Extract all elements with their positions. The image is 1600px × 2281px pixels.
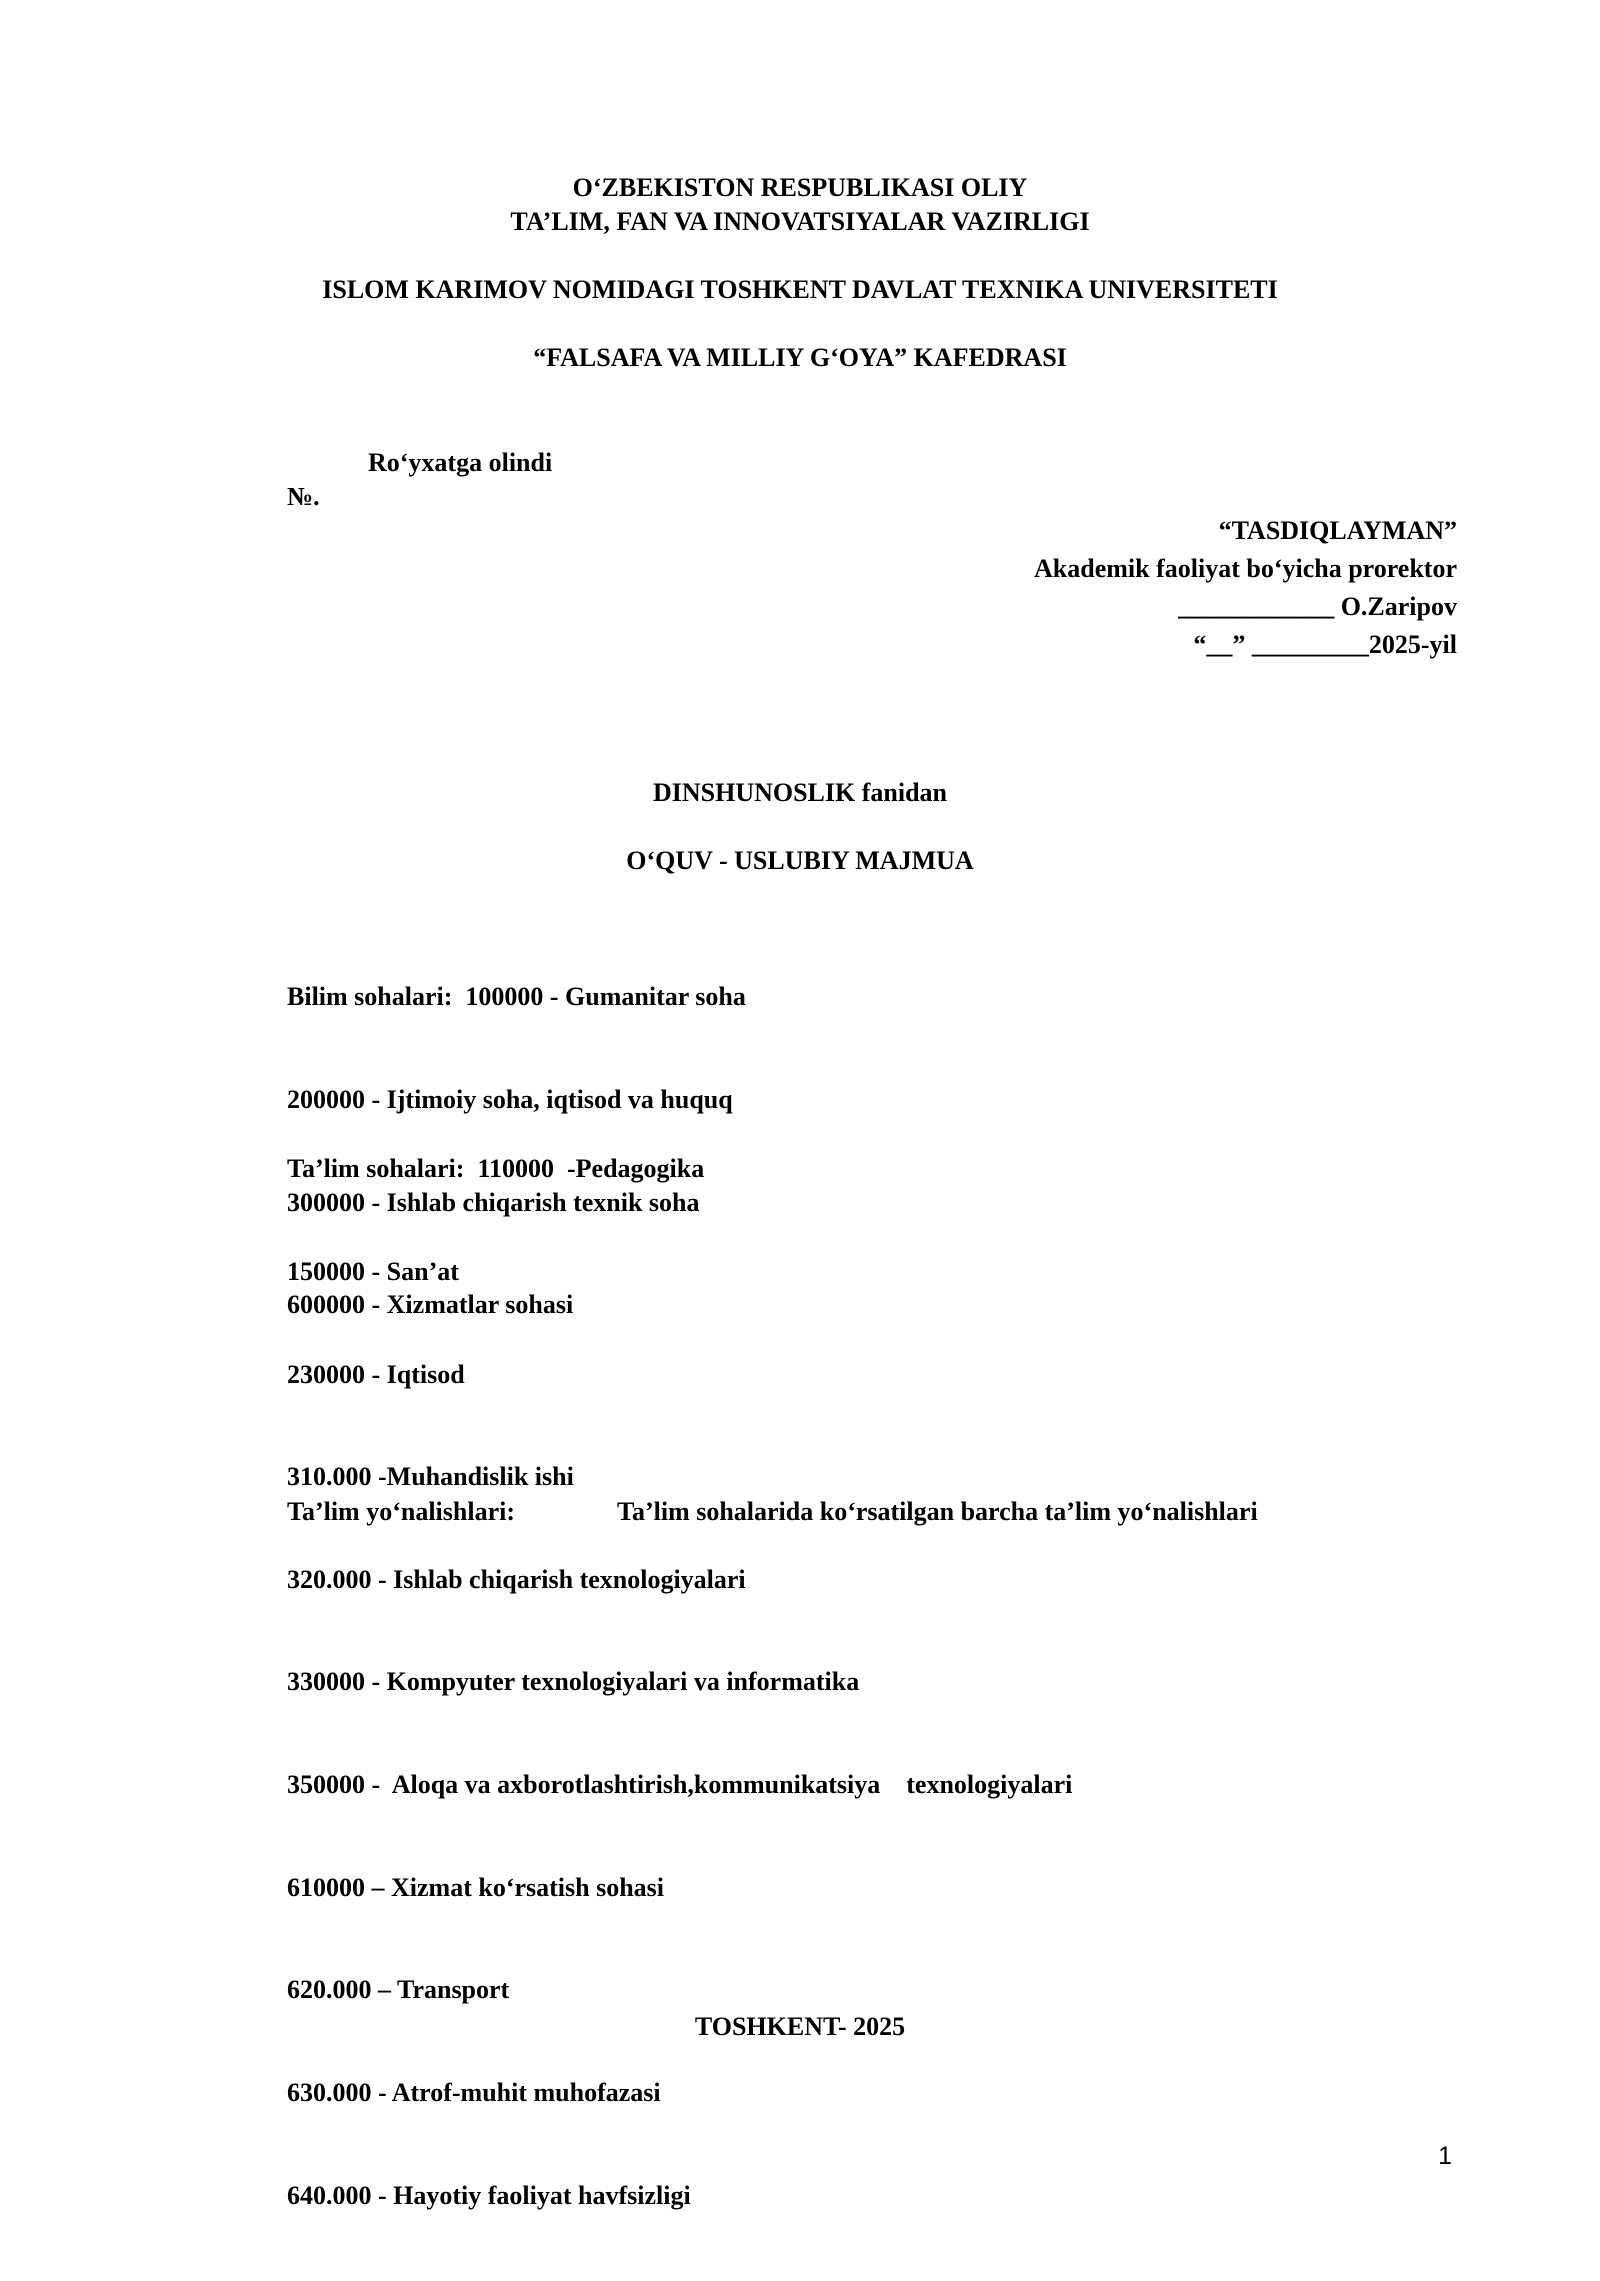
registration-number-label: №. bbox=[287, 482, 320, 511]
directions-label: Ta’lim yo‘nalishlari: bbox=[287, 1497, 516, 1526]
education-area-line: 350000 - Aloqa va axborotlashtirish,kommunikatsiya texnologiyalari bbox=[287, 1770, 1073, 1800]
subject-title: DINSHUNOSLIK fanidan bbox=[652, 778, 948, 807]
knowledge-area-line: 600000 - Xizmatlar sohasi bbox=[287, 1290, 574, 1320]
approval-date: “__” _________2025-yil bbox=[1193, 630, 1457, 659]
education-area-line: 230000 - Iqtisod bbox=[287, 1359, 465, 1389]
ministry-title-line2: TA’LIM, FAN VA INNOVATSIYALAR VAZIRLIGI bbox=[510, 207, 1090, 236]
education-areas-list bbox=[287, 1084, 1072, 2281]
education-area-line: 150000 - San’at bbox=[287, 1257, 459, 1287]
knowledge-area-line: Bilim sohalari: 100000 - Gumanitar soha bbox=[287, 982, 746, 1012]
education-area-line: 630.000 - Atrof-muhit muhofazasi bbox=[287, 2077, 661, 2107]
city-year: TOSHKENT- 2025 bbox=[694, 2012, 906, 2041]
approval-signature: ____________ O.Zaripov bbox=[1178, 592, 1457, 621]
directions-value: Ta’lim sohalarida ko‘rsatilgan barcha ta’lim yo‘nalishlari bbox=[617, 1497, 1258, 1526]
knowledge-area-line: 300000 - Ishlab chiqarish texnik soha bbox=[287, 1187, 700, 1217]
education-area-line: 610000 – Xizmat ko‘rsatish sohasi bbox=[287, 1872, 665, 1902]
education-area-line: 640.000 - Hayotiy faoliyat havfsizligi bbox=[287, 2180, 691, 2210]
document-type-title: O‘QUV - USLUBIY MAJMUA bbox=[626, 846, 974, 875]
approval-title: “TASDIQLAYMAN” bbox=[1218, 516, 1457, 545]
education-area-line: 330000 - Kompyuter texnologiyalari va informatika bbox=[287, 1667, 860, 1697]
education-area-line: 320.000 - Ishlab chiqarish texnologiyalari bbox=[287, 1564, 746, 1594]
approval-position: Akademik faoliyat bo‘yicha prorektor bbox=[1034, 554, 1457, 583]
education-area-line: 620.000 – Transport bbox=[287, 1975, 510, 2005]
education-area-line: 310.000 -Muhandislik ishi bbox=[287, 1462, 574, 1492]
ministry-title-line1: O‘ZBEKISTON RESPUBLIKASI OLIY bbox=[572, 173, 1028, 202]
knowledge-area-line: 200000 - Ijtimoiy soha, iqtisod va huquq bbox=[287, 1085, 733, 1115]
registration-label: Ro‘yxatga olindi bbox=[368, 448, 553, 477]
page-number: 1 bbox=[1438, 2142, 1452, 2170]
department-title: “FALSAFA VA MILLIY G‘OYA” KAFEDRASI bbox=[533, 343, 1067, 372]
education-area-line: Ta’lim sohalari: 110000 -Pedagogika bbox=[287, 1154, 705, 1184]
university-title: ISLOM KARIMOV NOMIDAGI TOSHKENT DAVLAT TEXNIKA UNIVERSITETI bbox=[322, 275, 1278, 304]
